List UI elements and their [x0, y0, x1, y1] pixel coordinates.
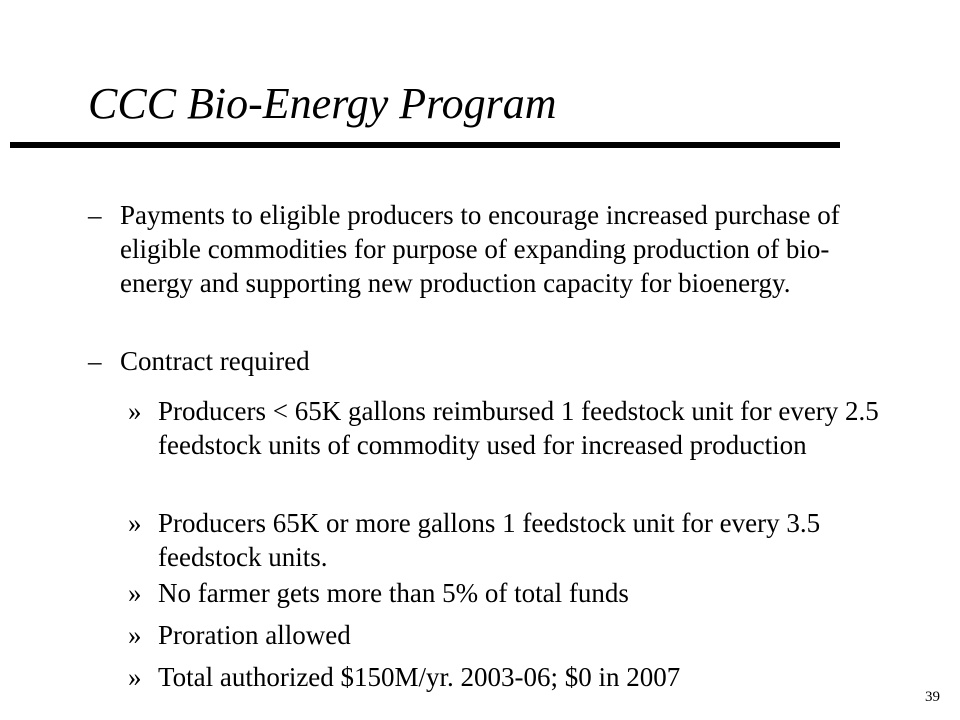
bullet-text: Contract required: [120, 346, 310, 376]
chevron-marker: »: [128, 662, 142, 692]
sub-bullet-total-authorized: [128, 660, 928, 694]
bullet-text: Total authorized $150M/yr. 2003-06; $0 in 2007: [158, 662, 681, 692]
bullet-text: No farmer gets more than 5% of total funds: [158, 578, 629, 608]
title-underline: [10, 142, 840, 148]
bullet-text: Payments to eligible producers to encourage increased purchase of eligible commodities for purpose of expanding production of bio-energy and supporting new production capacity for bioenergy.: [120, 200, 840, 298]
chevron-marker: »: [128, 620, 142, 650]
sub-bullet-farmer-limit: [128, 576, 928, 610]
sub-bullet-under-65k: [128, 394, 928, 462]
sub-bullet-65k-or-more: [128, 506, 928, 574]
bullet-text: Producers < 65K gallons reimbursed 1 feedstock unit for every 2.5 feedstock units of commodity used for increased production: [158, 396, 879, 460]
chevron-marker: »: [128, 396, 142, 426]
sub-bullet-proration: [128, 618, 928, 652]
chevron-marker: »: [128, 578, 142, 608]
chevron-marker: »: [128, 508, 142, 538]
page-number: 39: [925, 689, 940, 705]
bullet-contract-required: [88, 344, 868, 378]
bullet-payments: [88, 198, 868, 300]
slide-title: CCC Bio-Energy Program: [88, 79, 557, 128]
bullet-text: Producers 65K or more gallons 1 feedstock unit for every 3.5 feedstock units.: [158, 508, 821, 572]
dash-marker: –: [88, 346, 102, 376]
bullet-text: Proration allowed: [158, 620, 351, 650]
dash-marker: –: [88, 200, 102, 230]
